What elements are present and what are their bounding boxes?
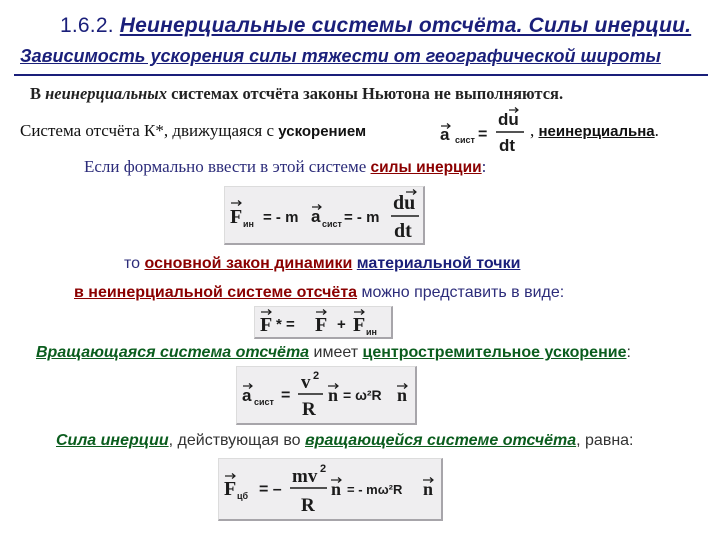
formula-F-subscript: ин — [243, 219, 254, 229]
formula-eq2: = - m — [344, 209, 380, 226]
line5-noninertial-frame: в неинерциальной системе отсчёта — [74, 284, 358, 301]
formula-centrifugal — [219, 459, 441, 519]
formula-box-inertia-force — [224, 186, 425, 245]
formula-denominator: R — [302, 399, 316, 420]
formula-omega-term: = - mω²R — [347, 482, 403, 497]
formula-plus: + — [337, 316, 346, 333]
formula-n1-symbol: n — [331, 479, 342, 499]
line2-keyword: ускорением — [278, 123, 367, 140]
statement-rotating-frame — [36, 344, 631, 362]
formula-eq1: = - m — [263, 209, 299, 226]
formula-numerator-exponent: 2 — [320, 463, 327, 475]
line7-mid: , действующая во — [168, 432, 305, 449]
formula-n1-symbol: n — [328, 385, 339, 405]
formula-a-subscript: сист — [254, 397, 274, 407]
line1-italic: неинерциальных — [45, 84, 168, 103]
statement-inertia-force-rotating — [56, 432, 634, 450]
formula-box-centripetal — [236, 366, 417, 425]
formula-numerator: du — [498, 110, 519, 129]
formula-F1-symbol: F — [260, 314, 273, 336]
formula-equals: = — [281, 387, 291, 404]
line1-pre: В — [30, 84, 46, 103]
line7-rotating-frame: вращающейся системе отсчёта — [305, 432, 577, 449]
statement-dynamics-law — [124, 255, 520, 273]
formula-a-subscript: сист — [455, 135, 475, 145]
formula-star-equals: * = — [276, 316, 295, 333]
formula-a-subscript: сист — [322, 219, 342, 229]
formula-F-subscript: цб — [237, 491, 249, 501]
section-title: Неинерциальные системы отсчёта. Силы инерции. — [119, 14, 692, 37]
formula-numerator: du — [393, 192, 416, 214]
formula-numerator: mv — [292, 466, 318, 487]
statement-newton-laws — [30, 84, 563, 104]
line3-inertia-forces: силы инерции — [370, 159, 482, 176]
formula-omega-term: = ω²R — [343, 387, 382, 403]
line2-comma: , — [530, 121, 535, 140]
line2-noninertial: неинерциальна — [538, 123, 655, 140]
formula-denominator: R — [301, 495, 315, 516]
section-heading — [60, 14, 691, 38]
line4-material-point: материальной точки — [356, 255, 521, 272]
line3-pre: Если формально ввести в этой системе — [84, 157, 371, 176]
formula-n2-symbol: n — [423, 479, 434, 499]
formula-numerator: v — [301, 372, 311, 393]
formula-F-symbol: F — [230, 206, 243, 228]
line2-pre: Система отсчёта К*, движущаяся с — [20, 121, 279, 140]
header-divider — [14, 74, 708, 76]
formula-box-newton-noninertial — [254, 306, 393, 339]
line2-dot: . — [654, 121, 659, 140]
formula-inertia-force — [225, 187, 423, 243]
statement-accelerated-frame — [20, 121, 366, 141]
formula-n2-symbol: n — [397, 385, 408, 405]
formula-F3-symbol: F — [353, 314, 366, 336]
formula-equals-minus: = – — [259, 481, 282, 498]
line7-inertia-force: Сила инерции — [56, 432, 169, 449]
formula-a-symbol: a — [440, 125, 450, 144]
formula-F2-symbol: F — [315, 314, 328, 336]
formula-a-symbol: a — [242, 386, 252, 405]
line6-post: : — [626, 344, 631, 361]
formula-F3-subscript: ин — [366, 327, 377, 337]
formula-denominator: dt — [394, 220, 412, 242]
statement-noninertial-form — [74, 284, 564, 302]
line5-post: можно представить в виде: — [357, 284, 565, 301]
formula-newton-noninertial — [255, 307, 391, 337]
section-number: 1.6.2. — [60, 14, 114, 37]
formula-equals: = — [478, 126, 488, 143]
line2-tail — [530, 121, 659, 141]
inline-acceleration-formula — [436, 106, 535, 156]
line6-mid: имеет — [309, 344, 363, 361]
formula-centripetal — [237, 367, 415, 423]
formula-numerator-exponent: 2 — [313, 370, 320, 382]
line4-pre: то — [124, 255, 145, 272]
line6-rotating-frame: Вращающаяся система отсчёта — [36, 344, 310, 361]
section-subtitle: Зависимость ускорения силы тяжести от географической широты — [20, 46, 661, 66]
formula-a-symbol: a — [311, 207, 321, 226]
line4-main-law: основной закон динамики — [144, 255, 353, 272]
line1-post: системах отсчёта законы Ньютона не выполняются. — [167, 84, 564, 103]
line6-centripetal: центростремительное ускорение — [362, 344, 627, 361]
line7-post: , равна: — [576, 432, 634, 449]
formula-box-centrifugal — [218, 458, 443, 521]
statement-introduce-forces — [84, 157, 486, 177]
formula-F-symbol: F — [224, 478, 237, 500]
line3-post: : — [481, 157, 487, 176]
formula-denominator: dt — [499, 136, 516, 155]
